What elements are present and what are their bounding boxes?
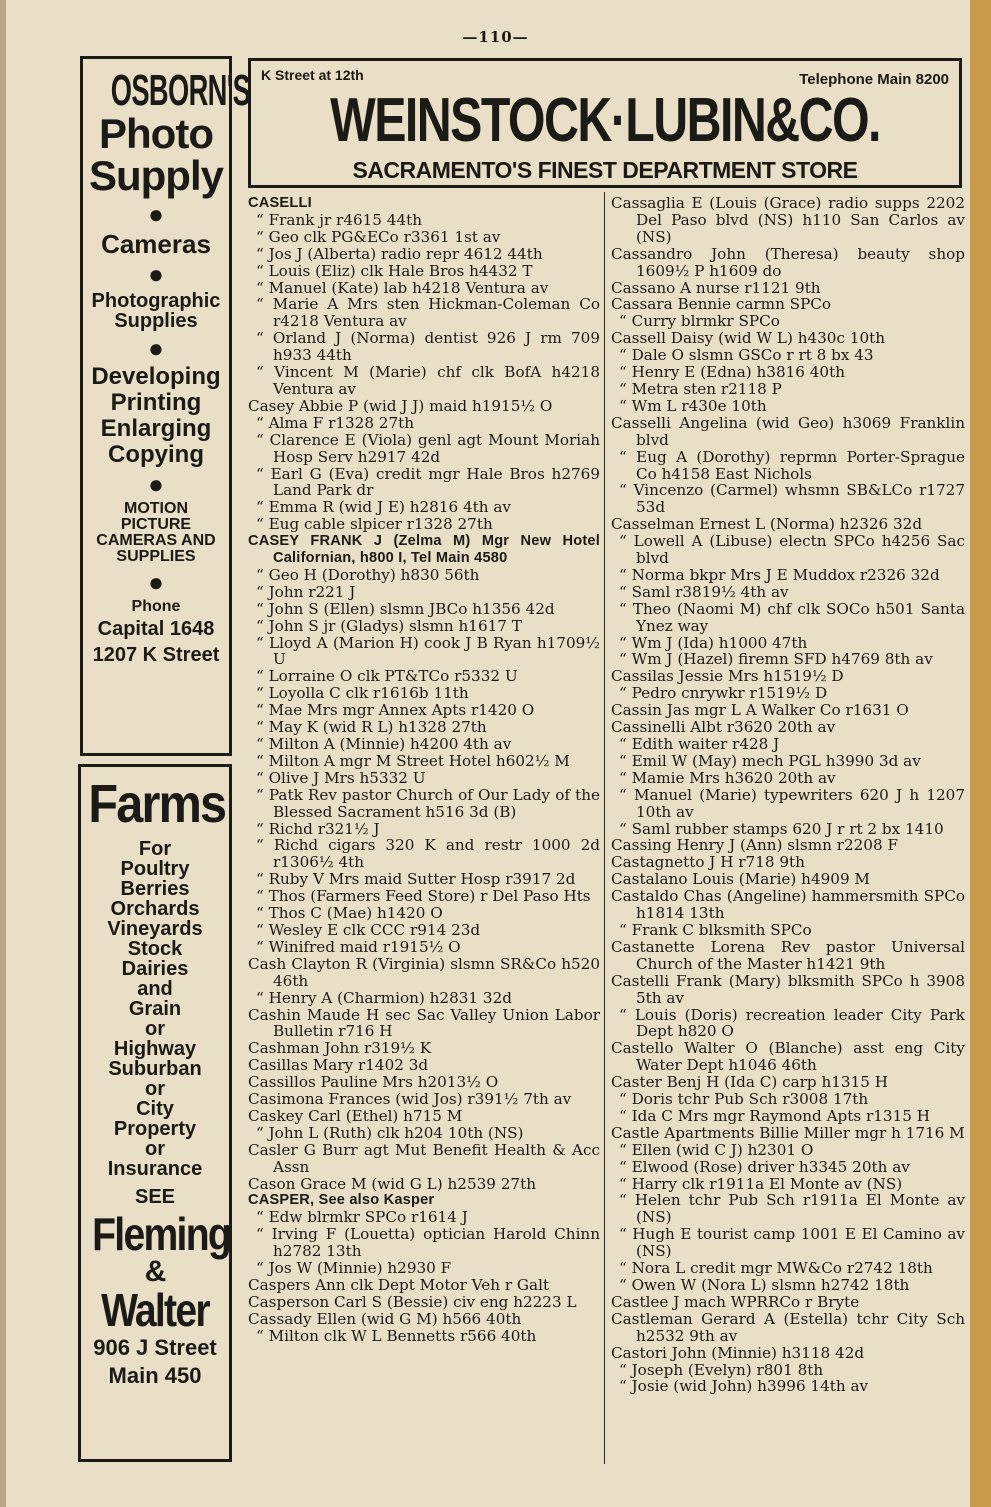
directory-entry: “ Hugh E tourist camp 1001 E El Camino av (NS) xyxy=(619,1225,965,1261)
header-brand: WEINSTOCK·LUBIN&CO. xyxy=(330,86,880,155)
directory-entry: Cassaglia E (Louis (Grace) radio supps 2202 Del Paso blvd (NS) h110 San Carlos av (NS) xyxy=(611,194,965,246)
ad-see: SEE xyxy=(134,1186,176,1208)
directory-entry: “ Doris tchr Pub Sch r3008 17th xyxy=(619,1090,869,1109)
directory-entry: Castlee J mach WPRRCo r Bryte xyxy=(611,1292,860,1311)
directory-entry: Casillas Mary r1402 3d xyxy=(248,1056,429,1075)
directory-entry: “ Winifred maid r1915½ O xyxy=(256,937,461,956)
ad-city: City xyxy=(136,1098,174,1120)
ad-fleming: Fleming xyxy=(92,1208,231,1260)
ad-picture: PICTURE xyxy=(120,516,192,533)
directory-entry: “ Richd r321½ J xyxy=(256,819,380,838)
directory-column-left xyxy=(248,195,600,1345)
ad-highway: Highway xyxy=(113,1038,197,1060)
directory-entry: Castello Walter O (Blanche) asst eng City Water Dept h1046 46th xyxy=(611,1039,965,1075)
directory-entry: Cassady Ellen (wid G M) h566 40th xyxy=(248,1309,522,1328)
directory-entry: Cassandro John (Theresa) beauty shop 1609½ P h1609 do xyxy=(611,244,965,280)
weinstock-lubin-header-ad xyxy=(248,58,962,188)
ad-motion: MOTION xyxy=(124,500,188,517)
directory-entry: “ Theo (Naomi M) chf clk SOCo h501 Santa Ynez way xyxy=(619,599,965,635)
directory-entry: “ Jos W (Minnie) h2930 F xyxy=(256,1259,452,1278)
directory-entry: “ Loyolla C clk r1616b 11th xyxy=(256,684,469,703)
ad-walter: Walter xyxy=(101,1284,209,1336)
ad-vineyards: Vineyards xyxy=(107,918,203,940)
ad-copying: Copying xyxy=(108,441,204,468)
directory-entry: Casselman Ernest L (Norma) h2326 32d xyxy=(611,515,923,534)
header-telephone: Telephone Main 8200 xyxy=(799,71,949,88)
directory-entry: Castagnetto J H r718 9th xyxy=(611,853,805,872)
directory-heading: CASELLI xyxy=(248,195,312,211)
directory-entry: “ Emma R (wid J E) h2816 4th av xyxy=(256,498,511,517)
directory-entry: “ Norma bkpr Mrs J E Muddox r2326 32d xyxy=(619,565,940,584)
directory-entry: Castanette Lorena Rev pastor Universal Church of the Master h1421 9th xyxy=(611,937,965,973)
directory-entry: “ Edw blrmkr SPCo r1614 J xyxy=(256,1208,468,1227)
directory-entry: “ Alma F r1328 27th xyxy=(256,413,415,432)
directory-entry: “ Manuel (Kate) lab h4218 Ventura av xyxy=(256,278,549,297)
directory-entry: “ Metra sten r2118 P xyxy=(619,379,782,398)
directory-entry: “ Edith waiter r428 J xyxy=(619,735,780,753)
directory-entry: “ Josie (wid John) h3996 14th av xyxy=(619,1377,869,1396)
ad-supplies-2: SUPPLIES xyxy=(116,548,196,565)
directory-entry: “ Lloyd A (Marion H) cook J B Ryan h1709½ U xyxy=(256,633,600,669)
ad-cameras-and: CAMERAS AND xyxy=(96,532,216,549)
directory-entry: Cassin Jas mgr L A Walker Co r1631 O xyxy=(611,701,909,720)
directory-entry: Castori John (Minnie) h3118 42d xyxy=(611,1343,865,1362)
directory-entry: “ Harry clk r1911a El Monte av (NS) xyxy=(619,1174,903,1193)
directory-entry: “ Thos C (Mae) h1420 O xyxy=(256,904,443,923)
ad-or-2: or xyxy=(145,1078,165,1100)
ad-suburban: Suburban xyxy=(108,1058,202,1080)
directory-entry: Caskey Carl (Ethel) h715 M xyxy=(248,1106,463,1125)
directory-entry: Casler G Burr agt Mut Benefit Health & Acc Assn xyxy=(248,1140,600,1176)
directory-entry: Cason Grace M (wid G L) h2539 27th xyxy=(248,1174,536,1193)
directory-entry: “ Pedro cnrywkr r1519½ D xyxy=(619,684,828,703)
directory-entry: “ Dale O slsmn GSCo r rt 8 bx 43 xyxy=(619,346,874,365)
directory-entry: “ Vincent M (Marie) chf clk BofA h4218 Ventura av xyxy=(256,363,600,398)
ad-and: and xyxy=(137,978,173,1000)
ad-poultry: Poultry xyxy=(120,858,190,880)
directory-entry: “ Olive J Mrs h5332 U xyxy=(256,768,426,787)
fleming-walter-farms-ad xyxy=(78,764,232,1462)
directory-entry: “ Milton A mgr M Street Hotel h602½ M xyxy=(256,751,570,770)
directory-entry: “ Wm J (Hazel) firemn SFD h4769 8th av xyxy=(619,650,933,669)
directory-entry: “ John S jr (Gladys) slsmn h1617 T xyxy=(256,616,522,635)
directory-entry: Cassinelli Albt r3620 20th av xyxy=(611,718,836,737)
directory-entry: “ Marie A Mrs sten Hickman-Coleman Co r4218 Ventura av xyxy=(256,295,600,331)
bullet-icon: ● xyxy=(148,469,164,499)
directory-entry: “ Lowell A (Libuse) electn SPCo h4256 Sac blvd xyxy=(619,532,965,568)
directory-entry: Cassara Bennie carmn SPCo xyxy=(611,295,832,314)
directory-heading: CASEY FRANK J (Zelma M) Mgr New Hotel Californian, h800 I, Tel Main 4580 xyxy=(248,533,600,567)
directory-entry: “ Louis (Eliz) clk Hale Bros h4432 T xyxy=(256,261,533,280)
directory-entry: “ Wm L r430e 10th xyxy=(619,396,767,415)
directory-entry: “ Eug A (Dorothy) reprmn Porter-Sprague Co h4158 East Nichols xyxy=(619,447,965,483)
bullet-icon: ● xyxy=(148,333,164,363)
directory-entry: “ Curry blrmkr SPCo xyxy=(619,312,780,331)
directory-entry: “ Mamie Mrs h3620 20th av xyxy=(619,768,836,787)
ad-supplies: Supplies xyxy=(114,310,198,332)
bullet-icon: ● xyxy=(148,567,164,597)
directory-entry: “ John S (Ellen) slsmn JBCo h1356 42d xyxy=(256,599,555,618)
ad-or-3: or xyxy=(145,1138,165,1160)
directory-entry: “ John r221 J xyxy=(256,582,356,601)
directory-entry: Castaldo Chas (Angeline) hammersmith SPCo h1814 13th xyxy=(611,887,965,923)
directory-entry: “ Henry A (Charmion) h2831 32d xyxy=(256,988,512,1007)
directory-entry: Casperson Carl S (Bessie) civ eng h2223 L xyxy=(248,1292,577,1311)
header-tagline: SACRAMENTO'S FINEST DEPARTMENT STORE xyxy=(352,157,858,183)
directory-entry: “ Emil W (May) mech PGL h3990 3d av xyxy=(619,751,921,770)
directory-entry: “ Jos J (Alberta) radio repr 4612 44th xyxy=(256,244,543,263)
page-left-edge xyxy=(0,0,6,1507)
directory-entry: “ Helen tchr Pub Sch r1911a El Monte av (NS) xyxy=(619,1191,965,1227)
ad-photographic: Photographic xyxy=(91,290,221,312)
directory-entry: Cassillos Pauline Mrs h2013½ O xyxy=(248,1073,499,1092)
directory-entry: “ Vincenzo (Carmel) whsmn SB&LCo r1727 53d xyxy=(619,481,965,517)
ad-orchards: Orchards xyxy=(110,898,200,920)
directory-entry: “ Nora L credit mgr MW&Co r2742 18th xyxy=(619,1259,933,1278)
ad-insurance: Insurance xyxy=(107,1158,203,1180)
ad-for: For xyxy=(138,838,172,860)
directory-entry: Caster Benj H (Ida C) carp h1315 H xyxy=(611,1073,888,1092)
directory-entry: “ Orland J (Norma) dentist 926 J rm 709 h933 44th xyxy=(256,329,600,365)
header-street: K Street at 12th xyxy=(261,67,364,83)
directory-entry: Casimona Frances (wid Jos) r391½ 7th av xyxy=(248,1090,572,1109)
ad-farms-title: Farms xyxy=(88,774,226,834)
directory-entry: Caspers Ann clk Dept Motor Veh r Galt xyxy=(248,1276,550,1294)
ad-stock: Stock xyxy=(127,938,183,960)
osborns-photo-supply-ad xyxy=(80,56,251,756)
ad-fleming-address: 906 J Street xyxy=(93,1335,217,1360)
directory-entry: “ Mae Mrs mgr Annex Apts r1420 O xyxy=(256,701,535,720)
ad-printing: Printing xyxy=(110,389,202,416)
directory-entry: Castalano Louis (Marie) h4909 M xyxy=(611,870,870,889)
directory-entry: Cash Clayton R (Virginia) slsmn SR&Co h520 46th xyxy=(248,954,600,990)
directory-entry: “ Joseph (Evelyn) r801 8th xyxy=(619,1360,824,1379)
directory-entry: “ Earl G (Eva) credit mgr Hale Bros h2769 Land Park dr xyxy=(256,464,600,500)
directory-entry: “ Milton A (Minnie) h4200 4th av xyxy=(256,735,512,753)
ad-phone-label: Phone xyxy=(131,598,181,615)
directory-entry: “ Irving F (Louetta) optician Harold Chinn h2782 13th xyxy=(256,1225,600,1261)
directory-entry: “ Patk Rev pastor Church of Our Lady of the Blessed Sacrament h516 3d (B) xyxy=(256,785,600,821)
directory-entry: “ Frank jr r4615 44th xyxy=(256,210,423,229)
directory-entry: “ Wesley E clk CCC r914 23d xyxy=(256,920,481,939)
page-number: —110— xyxy=(462,28,529,46)
directory-entry: Casey Abbie P (wid J J) maid h1915½ O xyxy=(248,396,553,415)
ad-phone-number: Capital 1648 xyxy=(97,618,215,640)
bullet-icon: ● xyxy=(148,259,164,289)
ad-enlarging: Enlarging xyxy=(100,415,212,442)
page-right-edge xyxy=(970,0,991,1507)
directory-entry: Cassano A nurse r1121 9th xyxy=(611,278,821,297)
bullet-icon: ● xyxy=(148,199,164,229)
directory-entry: “ Manuel (Marie) typewriters 620 J h 1207 10th av xyxy=(619,785,965,821)
ad-cameras: Cameras xyxy=(101,229,211,259)
directory-entry: “ Geo clk PG&ECo r3361 1st av xyxy=(256,227,501,246)
directory-entry: Cassilas Jessie Mrs h1519½ D xyxy=(611,667,844,686)
directory-entry: “ Clarence E (Viola) genl agt Mount Moriah Hosp Serv h2917 42d xyxy=(256,430,600,466)
ad-berries: Berries xyxy=(120,878,190,900)
ad-or-1: or xyxy=(145,1018,165,1040)
directory-entry: “ Owen W (Nora L) slsmn h2742 18th xyxy=(619,1276,910,1294)
ad-dairies: Dairies xyxy=(121,958,189,980)
directory-entry: “ Elwood (Rose) driver h3345 20th av xyxy=(619,1157,910,1176)
ad-address: 1207 K Street xyxy=(92,644,220,666)
ad-photo: Photo xyxy=(99,110,213,157)
directory-entry: “ Saml rubber stamps 620 J r rt 2 bx 1410 xyxy=(619,819,944,838)
directory-entry: “ Ida C Mrs mgr Raymond Apts r1315 H xyxy=(619,1106,930,1125)
directory-heading: CASPER, See also Kasper xyxy=(248,1192,435,1209)
directory-entry: Cashin Maude H sec Sac Valley Union Labor Bulletin r716 H xyxy=(248,1005,600,1041)
directory-entry: “ Geo H (Dorothy) h830 56th xyxy=(256,565,480,584)
directory-entry: Cassing Henry J (Ann) slsmn r2208 F xyxy=(611,836,898,855)
directory-entry: “ Eug cable slpicer r1328 27th xyxy=(256,515,493,534)
directory-entry: “ Ruby V Mrs maid Sutter Hosp r3917 2d xyxy=(256,870,576,889)
directory-entry: “ Milton clk W L Bennetts r566 40th xyxy=(256,1326,537,1345)
directory-entry: “ Thos (Farmers Feed Store) r Del Paso Hts xyxy=(256,887,591,906)
directory-entry: Castleman Gerard A (Estella) tchr City Sch h2532 9th av xyxy=(611,1309,965,1345)
directory-entry: “ May K (wid R L) h1328 27th xyxy=(256,718,487,737)
directory-entry: “ John L (Ruth) clk h204 10th (NS) xyxy=(256,1123,524,1142)
ad-supply: Supply xyxy=(88,152,223,199)
directory-entry: “ Richd cigars 320 K and restr 1000 2d r1306½ 4th xyxy=(256,836,600,872)
directory-entry: “ Frank C blksmith SPCo xyxy=(619,920,812,939)
directory-entry: “ Louis (Doris) recreation leader City Park Dept h820 O xyxy=(619,1005,965,1041)
ad-property: Property xyxy=(113,1118,197,1140)
directory-entry: “ Saml r3819½ 4th av xyxy=(619,582,789,601)
directory-entry: Casselli Angelina (wid Geo) h3069 Franklin blvd xyxy=(611,413,965,449)
column-divider xyxy=(604,192,605,1464)
ad-fleming-phone: Main 450 xyxy=(108,1363,202,1388)
directory-entry: “ Lorraine O clk PT&TCo r5332 U xyxy=(256,667,518,686)
ad-grain: Grain xyxy=(128,998,182,1020)
directory-entry: Castle Apartments Billie Miller mgr h 1716 M xyxy=(611,1123,965,1142)
directory-column-right xyxy=(611,195,965,1395)
ad-ampersand: & xyxy=(144,1255,166,1288)
directory-entry: Castelli Frank (Mary) blksmith SPCo h 3908 5th av xyxy=(611,971,965,1007)
ad-developing: Developing xyxy=(91,363,221,390)
directory-entry: Cashman John r319½ K xyxy=(248,1039,432,1058)
directory-entry: “ Wm J (Ida) h1000 47th xyxy=(619,633,808,652)
ad-osborns-title: OSBORN'S xyxy=(110,66,251,115)
directory-entry: Cassell Daisy (wid W L) h430c 10th xyxy=(611,329,886,348)
directory-entry: “ Ellen (wid C J) h2301 O xyxy=(619,1140,814,1159)
directory-entry: “ Henry E (Edna) h3816 40th xyxy=(619,363,845,382)
